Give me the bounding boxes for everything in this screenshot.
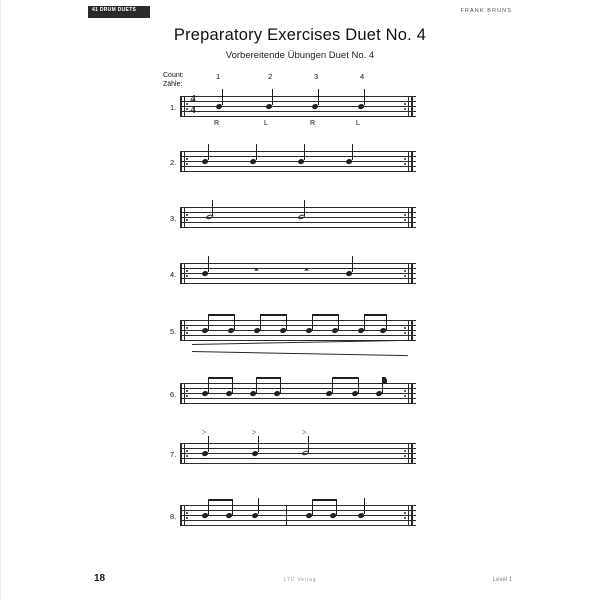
- staff-system-4: [170, 263, 416, 289]
- book-tag-label: 41 DRUM DUETS: [92, 7, 137, 13]
- sticking-4: L: [356, 120, 360, 127]
- page-number: 18: [94, 573, 106, 584]
- book-tag-badge: [88, 6, 150, 18]
- system-number-5: 5.: [170, 327, 177, 336]
- count-label-en: Count:: [163, 72, 184, 79]
- count-label-de: Zähle:: [163, 81, 183, 88]
- system-number-7: 7.: [170, 450, 177, 459]
- repeat-barline-start: [180, 383, 182, 404]
- barline-middle: [286, 505, 287, 526]
- time-signature: [187, 94, 199, 118]
- sticking-2: L: [264, 120, 268, 127]
- accent-mark: >: [302, 428, 307, 437]
- staff-system-2: [170, 151, 416, 177]
- crescendo-hairpin: [192, 344, 408, 352]
- page-edge: [0, 0, 1, 600]
- count-number-4: 4: [360, 72, 365, 81]
- staff-lines: [180, 263, 416, 283]
- count-number-1: 1: [216, 72, 221, 81]
- repeat-barline-start: [180, 207, 182, 228]
- system-number-6: 6.: [170, 390, 177, 399]
- count-number-3: 3: [314, 72, 319, 81]
- time-signature-bottom: 4: [190, 104, 196, 116]
- system-number-4: 4.: [170, 270, 177, 279]
- staff-system-7: [170, 428, 416, 469]
- repeat-barline-end: [411, 443, 413, 464]
- page-header: [88, 6, 512, 18]
- staff-system-8: [170, 505, 416, 531]
- page-title: Preparatory Exercises Duet No. 4: [173, 26, 427, 44]
- time-signature-top: 4: [190, 93, 196, 105]
- rest: 𝄼: [304, 263, 309, 278]
- repeat-barline-end: [411, 207, 413, 228]
- system-number-2: 2.: [170, 158, 177, 167]
- system-number-3: 3.: [170, 214, 177, 223]
- repeat-barline-start: [180, 320, 182, 341]
- staff-system-6: [170, 383, 416, 409]
- rest: 𝄼: [254, 263, 259, 278]
- staff-lines: [180, 505, 416, 525]
- repeat-barline-end: [411, 505, 413, 526]
- sticking-1: R: [214, 120, 220, 127]
- repeat-barline-end: [411, 320, 413, 341]
- count-numbers: [200, 72, 440, 82]
- repeat-barline-end: [411, 96, 413, 117]
- repeat-barline-end: [411, 383, 413, 404]
- repeat-barline-start: [180, 96, 182, 117]
- accent-mark: >: [202, 428, 207, 437]
- repeat-barline-end: [411, 151, 413, 172]
- page-subtitle: Vorbereitende Übungen Duet No. 4: [225, 50, 375, 61]
- repeat-barline-end: [411, 263, 413, 284]
- count-number-2: 2: [268, 72, 273, 81]
- system-number-8: 8.: [170, 512, 177, 521]
- staff-system-1: [170, 93, 416, 127]
- repeat-barline-start: [180, 263, 182, 284]
- staff-lines: [180, 443, 416, 463]
- repeat-barline-start: [180, 505, 182, 526]
- staff-system-5: [170, 320, 416, 346]
- staff-system-3: [170, 207, 416, 233]
- repeat-barline-start: [180, 443, 182, 464]
- publisher-label: LTU Verlag: [283, 577, 317, 583]
- sticking-3: R: [310, 120, 316, 127]
- repeat-barline-start: [180, 151, 182, 172]
- system-number-1: 1.: [170, 103, 177, 112]
- author-label: FRANK BRUNS: [460, 8, 512, 14]
- level-label: Level 1: [492, 577, 512, 583]
- accent-mark: >: [252, 428, 257, 437]
